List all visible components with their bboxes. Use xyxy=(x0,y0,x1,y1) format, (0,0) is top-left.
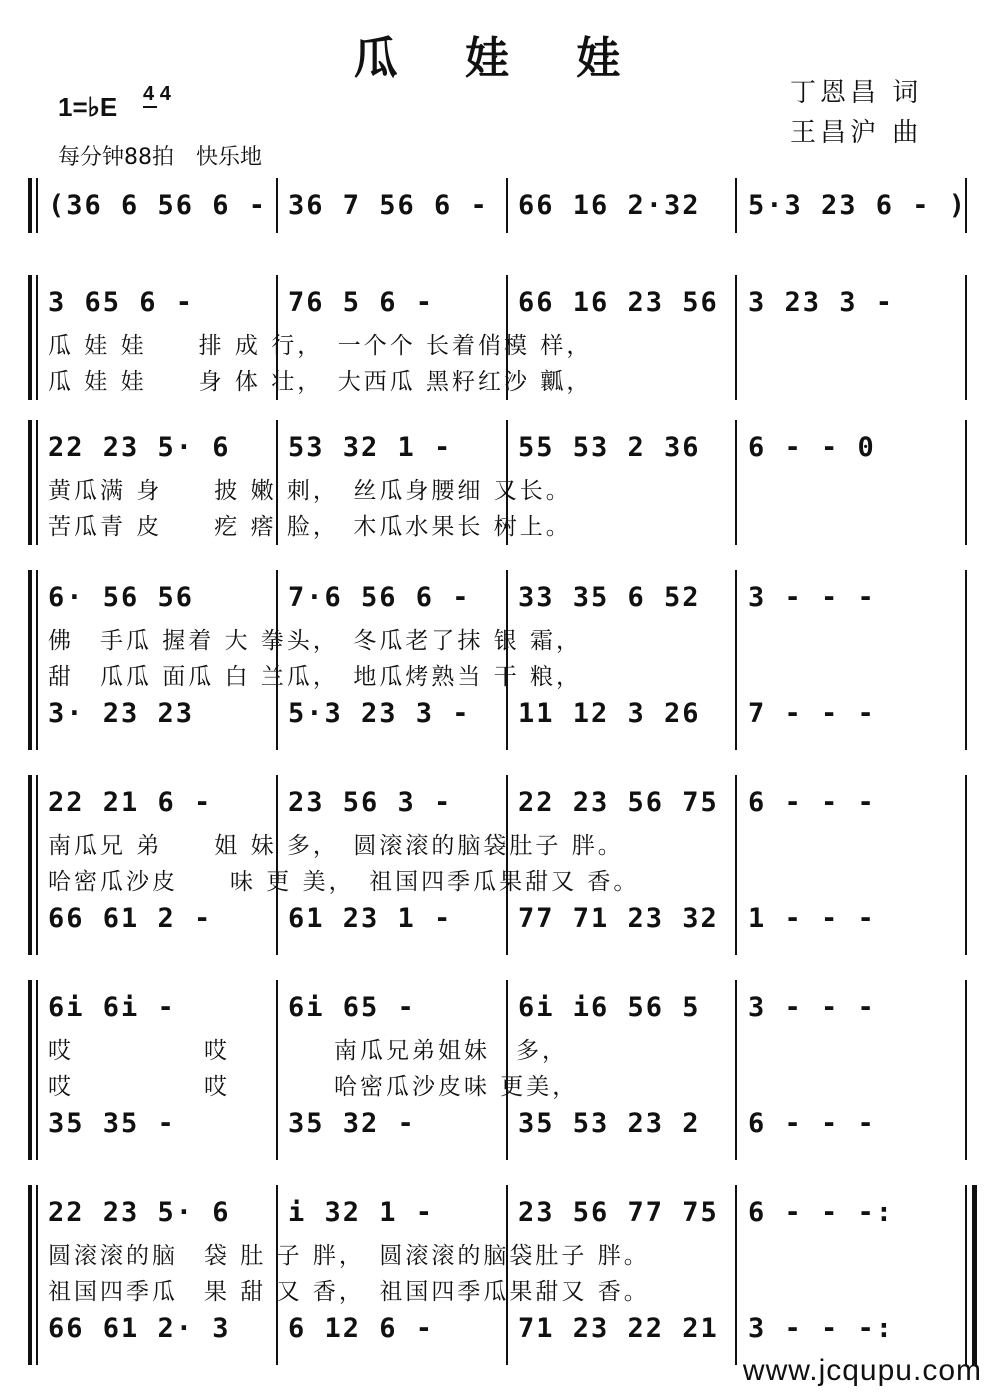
melody-measure: 55 53 2 36 xyxy=(518,432,701,463)
harmony-measure: 66 61 2 - xyxy=(48,903,213,934)
bar-line xyxy=(965,420,967,545)
lyric-line: 瓜 娃 娃 排 成 行， 一个个 长着俏模 样， xyxy=(48,333,593,359)
melody-measure: 7·6 56 6 - xyxy=(288,582,471,613)
melody-measure: 22 23 5· 6 xyxy=(48,432,231,463)
system-bracket xyxy=(28,775,32,955)
melody-measure: 6i 6i - xyxy=(48,992,176,1023)
harmony-measure: 3 - - -: xyxy=(748,1313,895,1344)
lyric-line: 瓜 娃 娃 身 体 壮， 大西瓜 黑籽红沙 瓤， xyxy=(48,369,593,395)
lyric-line: 苦瓜青 皮 疙 瘩 脸， 木瓜水果长 树上。 xyxy=(48,514,572,540)
bar-line xyxy=(276,178,278,233)
system-bracket-line xyxy=(36,275,38,400)
lyric-line: 黄瓜满 身 披 嫩 刺， 丝瓜身腰细 又长。 xyxy=(48,478,572,504)
harmony-measure: 77 71 23 32 xyxy=(518,903,719,934)
bar-line xyxy=(735,775,737,955)
bar-line xyxy=(735,178,737,233)
melody-measure: 6i i6 56 5 xyxy=(518,992,701,1023)
system-bracket-line xyxy=(36,980,38,1160)
lyricist-credit: 丁恩昌 词 xyxy=(790,78,923,108)
melody-measure: 3 23 3 - xyxy=(748,287,895,318)
melody-measure: 36 7 56 6 - xyxy=(288,190,489,221)
melody-measure: 22 23 5· 6 xyxy=(48,1197,231,1228)
melody-measure: 33 35 6 52 xyxy=(518,582,701,613)
system-bracket-line xyxy=(36,775,38,955)
melody-measure: 5·3 23 6 - ) xyxy=(748,190,968,221)
melody-measure: 3 - - - xyxy=(748,582,876,613)
system-bracket xyxy=(28,275,32,400)
system-bracket xyxy=(28,1185,32,1365)
harmony-measure: 6 12 6 - xyxy=(288,1313,435,1344)
bar-line xyxy=(965,570,967,750)
song-title: 瓜 娃 娃 xyxy=(353,33,647,84)
time-divider xyxy=(143,106,157,108)
melody-measure: 6 - - -: xyxy=(748,1197,895,1228)
system-bracket-line xyxy=(36,570,38,750)
harmony-measure: 11 12 3 26 xyxy=(518,698,701,729)
harmony-measure: 6 - - - xyxy=(748,1108,876,1139)
score-system xyxy=(0,178,1000,233)
bar-line xyxy=(965,1185,967,1365)
time-bottom: 4 xyxy=(159,83,171,105)
bar-line xyxy=(965,775,967,955)
score-system xyxy=(0,570,1000,750)
melody-measure: 6 - - 0 xyxy=(748,432,876,463)
harmony-measure: 5·3 23 3 - xyxy=(288,698,471,729)
system-bracket-line xyxy=(36,178,38,233)
system-bracket xyxy=(28,178,32,233)
melody-measure: 22 23 56 75 xyxy=(518,787,719,818)
melody-measure: 3 - - - xyxy=(748,992,876,1023)
lyric-line: 圆滚滚的脑 袋 肚 子 胖， 圆滚滚的脑袋肚子 胖。 xyxy=(48,1243,650,1269)
lyric-line: 佛 手瓜 握着 大 拳头， 冬瓜老了抹 银 霜， xyxy=(48,628,583,654)
melody-measure: 66 16 2·32 xyxy=(518,190,701,221)
bar-line xyxy=(735,980,737,1160)
time-top: 4 xyxy=(143,83,155,105)
harmony-measure: 35 53 23 2 xyxy=(518,1108,701,1139)
melody-measure: (36 6 56 6 - xyxy=(48,190,268,221)
system-bracket-line xyxy=(36,1185,38,1365)
harmony-measure: 7 - - - xyxy=(748,698,876,729)
lyric-line: 哎 哎 哈密瓜沙皮味 更美， xyxy=(48,1074,579,1100)
score-system xyxy=(0,775,1000,955)
bar-line xyxy=(506,178,508,233)
lyric-line: 祖国四季瓜 果 甜 又 香， 祖国四季瓜果甜又 香。 xyxy=(48,1279,650,1305)
melody-measure: i 32 1 - xyxy=(288,1197,435,1228)
bar-line xyxy=(965,980,967,1160)
system-bracket xyxy=(28,980,32,1160)
melody-measure: 66 16 23 56 xyxy=(518,287,719,318)
score-system xyxy=(0,980,1000,1160)
melody-measure: 23 56 77 75 xyxy=(518,1197,719,1228)
melody-measure: 3 65 6 - xyxy=(48,287,195,318)
harmony-measure: 71 23 22 21 xyxy=(518,1313,719,1344)
lyric-line: 甜 瓜瓜 面瓜 白 兰瓜， 地瓜烤熟当 干 粮， xyxy=(48,664,583,690)
melody-measure: 6i 65 - xyxy=(288,992,416,1023)
melody-measure: 6· 56 56 xyxy=(48,582,195,613)
system-bracket-line xyxy=(36,420,38,545)
key-signature: 1=♭E xyxy=(58,92,118,122)
melody-measure: 53 32 1 - xyxy=(288,432,453,463)
final-bar xyxy=(972,1185,977,1365)
lyric-line: 南瓜兄 弟 姐 妹 多， 圆滚滚的脑袋肚子 胖。 xyxy=(48,833,624,859)
score-system xyxy=(0,1185,1000,1365)
melody-measure: 6 - - - xyxy=(748,787,876,818)
harmony-measure: 66 61 2· 3 xyxy=(48,1313,231,1344)
harmony-measure: 61 23 1 - xyxy=(288,903,453,934)
watermark-url: www.jcqupu.com xyxy=(742,1354,982,1387)
lyric-line: 哈密瓜沙皮 味 更 美， 祖国四季瓜果甜又 香。 xyxy=(48,869,640,895)
composer-credit: 王昌沪 曲 xyxy=(790,118,923,148)
harmony-measure: 35 35 - xyxy=(48,1108,176,1139)
score-system xyxy=(0,420,1000,545)
bar-line xyxy=(735,570,737,750)
bar-line xyxy=(965,275,967,400)
tempo-marking: 每分钟88拍 快乐地 xyxy=(58,145,262,170)
harmony-measure: 35 32 - xyxy=(288,1108,416,1139)
bar-line xyxy=(735,275,737,400)
time-signature xyxy=(143,82,171,106)
melody-measure: 23 56 3 - xyxy=(288,787,453,818)
bar-line xyxy=(735,1185,737,1365)
harmony-measure: 3· 23 23 xyxy=(48,698,195,729)
bar-line xyxy=(735,420,737,545)
lyric-line: 哎 哎 南瓜兄弟姐妹 多， xyxy=(48,1038,568,1064)
melody-measure: 76 5 6 - xyxy=(288,287,435,318)
system-bracket xyxy=(28,570,32,750)
score-system xyxy=(0,275,1000,400)
melody-measure: 22 21 6 - xyxy=(48,787,213,818)
harmony-measure: 1 - - - xyxy=(748,903,876,934)
system-bracket xyxy=(28,420,32,545)
